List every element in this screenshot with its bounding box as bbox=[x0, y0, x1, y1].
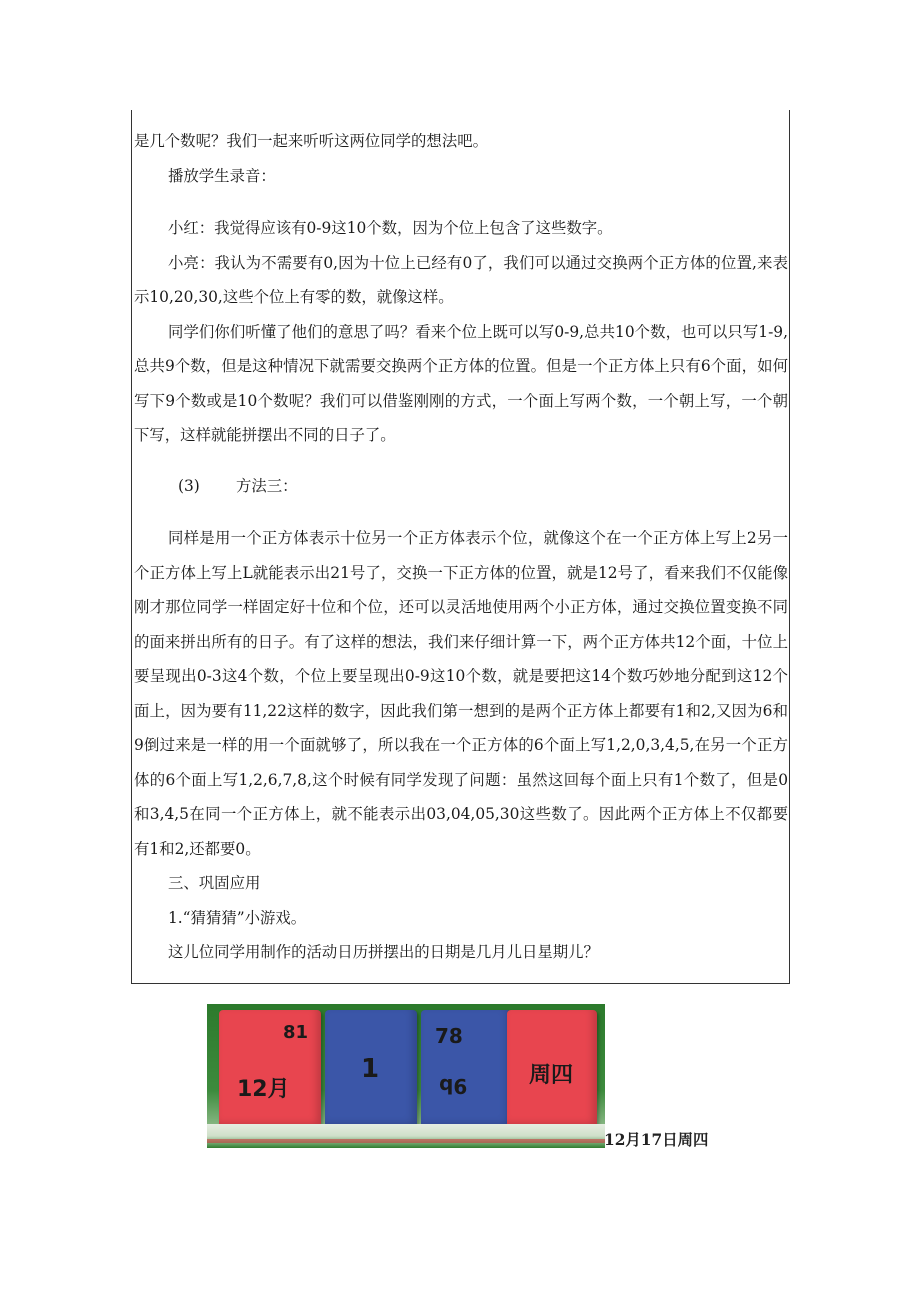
paragraph-xiaohong: 小红：我觉得应该有0-9这10个数，因为个位上包含了这些数字。 bbox=[168, 219, 613, 237]
calendar-cubes-photo bbox=[207, 1004, 605, 1148]
cube-month bbox=[219, 1010, 321, 1128]
cube-tens-text: 1 bbox=[361, 1054, 380, 1084]
cube-ones-bottom-text: 9b bbox=[439, 1074, 468, 1098]
lesson-text bbox=[134, 124, 788, 970]
method-number: (3) bbox=[178, 476, 200, 495]
answer-caption: 12月17日周四 bbox=[604, 1131, 709, 1149]
cube-ones-digit bbox=[421, 1010, 511, 1128]
section-heading-apply: 三、巩固应用 bbox=[168, 874, 261, 892]
paragraph-xiaoliang: 小亮：我认为不需要有0,因为十位上已经有0了，我们可以通过交换两个正方体的位置,来表示10,20,30,这些个位上有零的数，就像这样。 bbox=[134, 253, 788, 306]
paragraph-play-recording: 播放学生录音： bbox=[168, 166, 276, 185]
cube-weekday-text: 周四 bbox=[529, 1063, 574, 1088]
cube-month-top-text: 81 bbox=[283, 1022, 309, 1043]
paragraph-explanation: 同学们你们听懂了他们的意思了吗？看来个位上既可以写0-9,总共10个数，也可以只写1-9,总共9个数，但是这种情况下就需要交换两个正方体的位置。但是一个正方体上只有6个面，如何写下9个数或是10个数呢？我们可以借鉴刚刚的方式，一个面上写两个数，一个朝上写，一个朝下写，这样就能拼摆出不同的日子了。 bbox=[134, 322, 788, 444]
cube-weekday bbox=[507, 1010, 597, 1128]
cube-ones-top-text: 78 bbox=[435, 1024, 463, 1048]
paragraph-intro: 是几个数呢？我们一起来听听这两位同学的想法吧。 bbox=[134, 132, 488, 150]
photo-red-line bbox=[207, 1139, 605, 1143]
paragraph-game: 1.“猜猜猜”小游戏。 bbox=[168, 908, 307, 927]
cube-month-text: 12月 bbox=[237, 1077, 290, 1102]
photo-base-strip bbox=[207, 1124, 605, 1148]
cube-tens-digit bbox=[325, 1010, 417, 1128]
method-three-heading bbox=[134, 469, 788, 504]
method-label: 方法三： bbox=[236, 476, 298, 495]
paragraph-question: 这儿位同学用制作的活动日历拼摆出的日期是几月儿日星期儿？ bbox=[168, 943, 599, 961]
paragraph-method-three: 同样是用一个正方体表示十位另一个正方体表示个位，就像这个在一个正方体上写上2另一个正方体上写上L就能表示出21号了，交换一下正方体的位置，就是12号了，看来我们不仅能像刚才那位同学一样固定好十位和个位，还可以灵活地使用两个小正方体，通过交换位置变换不同的面来拼出所有的日子。有了这样的想法，我们来仔细计算一下，两个正方体共12个面，十位上要呈现出0-3这4个数，个位上要呈现出0-9这10个数，就是要把这14个数巧妙地分配到这12个面上，因为要有11,22这样的数字，因此我们第一想到的是两个正方体上都要有1和2,又因为6和9倒过来是一样的用一个面就够了，所以我在一个正方体的6个面上写1,2,0,3,4,5,在另一个正方体的6个面上写1,2,6,7,8,这个时候有同学发现了问题：虽然这回每个面上只有1个数了，但是0和3,4,5在同一个正方体上，就不能表示出03,04,05,30这些数了。因此两个正方体上不仅都要有1和2,还都要0。 bbox=[134, 529, 788, 858]
